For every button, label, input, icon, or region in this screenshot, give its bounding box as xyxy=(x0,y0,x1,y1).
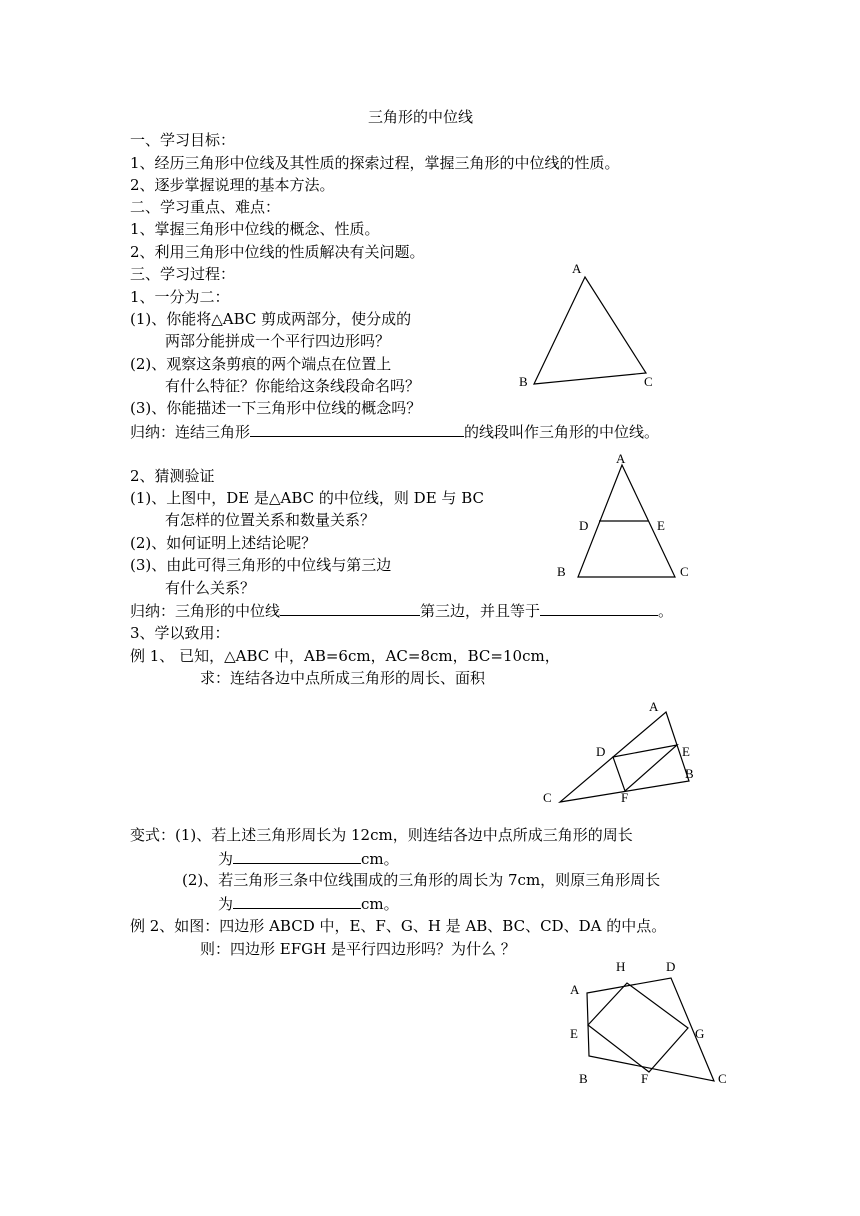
part2-heading: 2、猜测验证 xyxy=(130,467,215,485)
summary-suffix: 的线段叫作三角形的中位线。 xyxy=(464,423,660,441)
label-e: E xyxy=(682,744,690,759)
section3-heading: 三、学习过程： xyxy=(130,265,236,283)
label-b: B xyxy=(579,1071,588,1086)
label-d: D xyxy=(596,744,606,759)
part2-q3-line1: (3)、由此可得三角形的中位线与第三边 xyxy=(130,556,392,574)
part1-heading: 1、一分为二： xyxy=(130,288,230,306)
var-prefix: 为 xyxy=(218,850,234,868)
answer-blank[interactable] xyxy=(250,422,464,437)
variant1-line2 xyxy=(218,849,399,868)
label-c: C xyxy=(718,1071,727,1086)
part1-q1-line2: 两部分能拼成一个平行四边形吗？ xyxy=(165,332,391,350)
label-g: G xyxy=(695,1026,705,1041)
part1-q1-line1: (1)、你能将△ABC 剪成两部分，使分成的 xyxy=(130,310,412,328)
part1-q3: (3)、你能描述一下三角形中位线的概念吗？ xyxy=(130,399,422,417)
part1-summary xyxy=(130,422,659,441)
section2-heading: 二、学习重点、难点： xyxy=(130,198,281,216)
label-h: H xyxy=(616,959,626,974)
label-f: F xyxy=(621,790,629,805)
figure-triangle-abc xyxy=(510,255,670,395)
answer-blank[interactable] xyxy=(540,601,658,616)
label-e: E xyxy=(570,1026,578,1041)
label-e: E xyxy=(657,518,665,533)
label-a: A xyxy=(616,451,626,466)
page-title: 三角形的中位线 xyxy=(368,108,474,126)
section1-item-1: 1、经历三角形中位线及其性质的探索过程，掌握三角形的中位线的性质。 xyxy=(130,154,620,172)
variant1-line1: 变式：(1)、若上述三角形周长为 12cm，则连结各边中点所成三角形的周长 xyxy=(130,826,633,844)
label-d: D xyxy=(666,959,676,974)
part3-heading: 3、学以致用： xyxy=(130,624,230,642)
summary-mid: 第三边，并且等于 xyxy=(420,602,541,620)
section2-item-2: 2、利用三角形中位线的性质解决有关问题。 xyxy=(130,243,425,261)
part1-q2-line1: (2)、观察这条剪痕的两个端点在位置上 xyxy=(130,355,392,373)
var-prefix: 为 xyxy=(218,895,234,913)
label-a: A xyxy=(570,982,580,997)
label-b: B xyxy=(557,564,566,579)
triangle-abc xyxy=(534,277,646,384)
part1-q2-line2: 有什么特征？你能给这条线段命名吗？ xyxy=(165,377,421,395)
var-unit: cm。 xyxy=(361,850,399,868)
section1-heading: 一、学习目标： xyxy=(130,131,236,149)
var-unit: cm。 xyxy=(361,895,399,913)
part2-q3-line2: 有什么关系？ xyxy=(165,579,256,597)
answer-blank[interactable] xyxy=(233,894,361,909)
variant2-line2 xyxy=(218,894,399,913)
example1-line2: 求：连结各边中点所成三角形的周长、面积 xyxy=(200,669,486,687)
part2-summary xyxy=(130,601,673,620)
label-a: A xyxy=(649,699,659,714)
part2-q2: (2)、如何证明上述结论呢？ xyxy=(130,534,317,552)
example1-line1: 例 1、 已知，△ABC 中，AB=6cm，AC=8cm，BC=10cm， xyxy=(130,647,560,665)
section1-item-2: 2、逐步掌握说理的基本方法。 xyxy=(130,176,335,194)
label-c: C xyxy=(680,564,689,579)
figure-midline-de xyxy=(550,445,710,585)
summary-suffix: 。 xyxy=(658,602,674,620)
summary-prefix: 归纳：连结三角形 xyxy=(130,423,251,441)
variant2-line1: (2)、若三角形三条中位线围成的三角形的周长为 7cm，则原三角形周长 xyxy=(182,871,661,889)
label-c: C xyxy=(543,790,552,805)
part2-q1-line1: (1)、上图中，DE 是△ABC 的中位线，则 DE 与 BC xyxy=(130,489,484,507)
label-d: D xyxy=(579,518,589,533)
label-f: F xyxy=(641,1071,649,1086)
example2-line2: 则：四边形 EFGH 是平行四边形吗？为什么 ？ xyxy=(200,940,516,958)
answer-blank[interactable] xyxy=(233,849,361,864)
label-c: C xyxy=(644,374,653,389)
figure-quadrilateral xyxy=(560,955,740,1095)
label-a: A xyxy=(572,261,582,276)
summary-prefix: 归纳：三角形的中位线 xyxy=(130,602,281,620)
label-b: B xyxy=(685,766,694,781)
section2-item-1: 1、掌握三角形中位线的概念、性质。 xyxy=(130,220,380,238)
answer-blank[interactable] xyxy=(280,601,420,616)
example2-line1: 例 2、如图：四边形 ABCD 中，E、F、G、H 是 AB、BC、CD、DA 的中点。 xyxy=(130,917,667,935)
part2-q1-line2: 有怎样的位置关系和数量关系？ xyxy=(165,511,376,529)
label-b: B xyxy=(519,374,528,389)
figure-medial-triangle xyxy=(535,695,715,815)
